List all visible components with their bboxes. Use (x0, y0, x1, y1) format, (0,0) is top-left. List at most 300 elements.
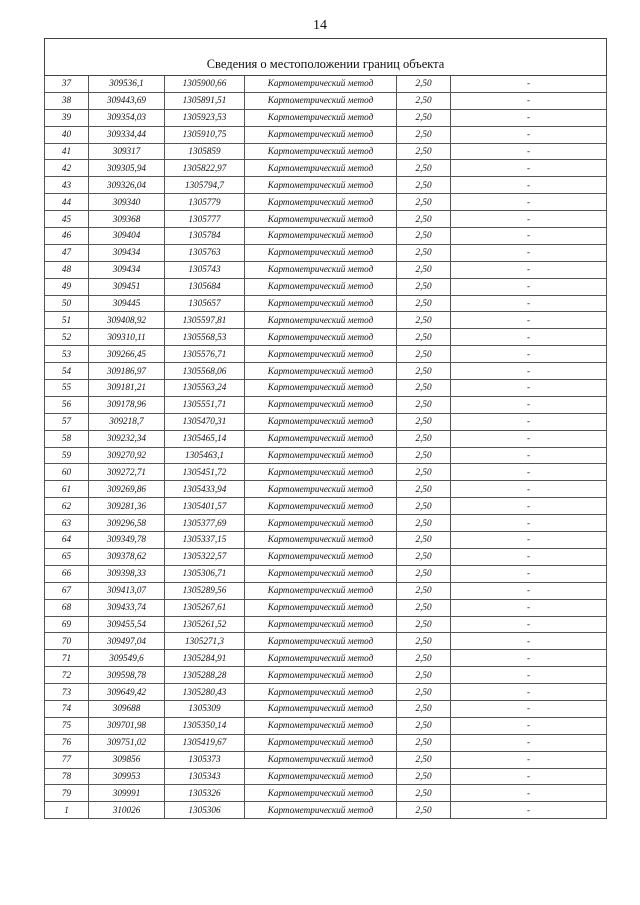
table-row (45, 700, 607, 717)
x-coordinate-cell: 309434 (89, 261, 165, 278)
table-row (45, 582, 607, 599)
accuracy-cell: 2,50 (397, 76, 451, 93)
accuracy-cell: 2,50 (397, 768, 451, 785)
x-coordinate-cell: 309186,97 (89, 363, 165, 380)
y-coordinate-cell: 1305465,14 (165, 430, 245, 447)
description-cell: - (451, 565, 607, 582)
y-coordinate-cell: 1305763 (165, 244, 245, 261)
description-cell: - (451, 329, 607, 346)
table-row (45, 481, 607, 498)
boundary-table (44, 38, 607, 819)
accuracy-cell: 2,50 (397, 244, 451, 261)
description-cell: - (451, 802, 607, 819)
accuracy-cell: 2,50 (397, 734, 451, 751)
accuracy-cell: 2,50 (397, 717, 451, 734)
method-cell: Картометрический метод (245, 430, 397, 447)
point-number-cell: 54 (45, 363, 89, 380)
point-number-cell: 75 (45, 717, 89, 734)
point-number-cell: 78 (45, 768, 89, 785)
point-number-cell: 40 (45, 126, 89, 143)
accuracy-cell: 2,50 (397, 515, 451, 532)
description-cell: - (451, 667, 607, 684)
x-coordinate-cell: 309443,69 (89, 92, 165, 109)
method-cell: Картометрический метод (245, 177, 397, 194)
method-cell: Картометрический метод (245, 194, 397, 211)
point-number-cell: 57 (45, 413, 89, 430)
y-coordinate-cell: 1305343 (165, 768, 245, 785)
description-cell: - (451, 464, 607, 481)
point-number-cell: 70 (45, 633, 89, 650)
table-row (45, 599, 607, 616)
table-row (45, 363, 607, 380)
point-number-cell: 45 (45, 211, 89, 228)
page-number: 14 (313, 18, 327, 33)
method-cell: Картометрический метод (245, 515, 397, 532)
description-cell: - (451, 126, 607, 143)
table-row (45, 464, 607, 481)
accuracy-cell: 2,50 (397, 430, 451, 447)
table-row (45, 785, 607, 802)
table-row (45, 515, 607, 532)
description-cell: - (451, 650, 607, 667)
x-coordinate-cell: 309451 (89, 278, 165, 295)
method-cell: Картометрический метод (245, 667, 397, 684)
point-number-cell: 60 (45, 464, 89, 481)
table-title-row (45, 39, 607, 76)
y-coordinate-cell: 1305470,31 (165, 413, 245, 430)
x-coordinate-cell: 309433,74 (89, 599, 165, 616)
accuracy-cell: 2,50 (397, 565, 451, 582)
description-cell: - (451, 380, 607, 397)
accuracy-cell: 2,50 (397, 160, 451, 177)
point-number-cell: 49 (45, 278, 89, 295)
description-cell: - (451, 177, 607, 194)
y-coordinate-cell: 1305779 (165, 194, 245, 211)
table-row (45, 194, 607, 211)
method-cell: Картометрический метод (245, 312, 397, 329)
y-coordinate-cell: 1305306,71 (165, 565, 245, 582)
method-cell: Картометрический метод (245, 396, 397, 413)
accuracy-cell: 2,50 (397, 464, 451, 481)
accuracy-cell: 2,50 (397, 126, 451, 143)
description-cell: - (451, 76, 607, 93)
description-cell: - (451, 717, 607, 734)
method-cell: Картометрический метод (245, 160, 397, 177)
table-row (45, 177, 607, 194)
method-cell: Картометрический метод (245, 143, 397, 160)
y-coordinate-cell: 1305900,66 (165, 76, 245, 93)
table-row (45, 76, 607, 93)
accuracy-cell: 2,50 (397, 532, 451, 549)
point-number-cell: 56 (45, 396, 89, 413)
x-coordinate-cell: 309398,33 (89, 565, 165, 582)
method-cell: Картометрический метод (245, 481, 397, 498)
point-number-cell: 38 (45, 92, 89, 109)
point-number-cell: 41 (45, 143, 89, 160)
table-row (45, 92, 607, 109)
method-cell: Картометрический метод (245, 768, 397, 785)
x-coordinate-cell: 309349,78 (89, 532, 165, 549)
point-number-cell: 51 (45, 312, 89, 329)
y-coordinate-cell: 1305597,81 (165, 312, 245, 329)
description-cell: - (451, 498, 607, 515)
accuracy-cell: 2,50 (397, 616, 451, 633)
point-number-cell: 77 (45, 751, 89, 768)
point-number-cell: 37 (45, 76, 89, 93)
x-coordinate-cell: 309536,1 (89, 76, 165, 93)
point-number-cell: 50 (45, 295, 89, 312)
accuracy-cell: 2,50 (397, 109, 451, 126)
x-coordinate-cell: 309317 (89, 143, 165, 160)
accuracy-cell: 2,50 (397, 481, 451, 498)
x-coordinate-cell: 309232,34 (89, 430, 165, 447)
point-number-cell: 73 (45, 684, 89, 701)
method-cell: Картометрический метод (245, 498, 397, 515)
accuracy-cell: 2,50 (397, 700, 451, 717)
table-row (45, 295, 607, 312)
table-row (45, 109, 607, 126)
description-cell: - (451, 194, 607, 211)
x-coordinate-cell: 309701,98 (89, 717, 165, 734)
point-number-cell: 42 (45, 160, 89, 177)
table-title: Сведения о местоположении границ объекта (45, 39, 607, 76)
x-coordinate-cell: 309688 (89, 700, 165, 717)
method-cell: Картометрический метод (245, 650, 397, 667)
description-cell: - (451, 312, 607, 329)
method-cell: Картометрический метод (245, 363, 397, 380)
point-number-cell: 39 (45, 109, 89, 126)
description-cell: - (451, 109, 607, 126)
point-number-cell: 1 (45, 802, 89, 819)
table-row (45, 734, 607, 751)
description-cell: - (451, 261, 607, 278)
accuracy-cell: 2,50 (397, 684, 451, 701)
table-row (45, 413, 607, 430)
description-cell: - (451, 481, 607, 498)
method-cell: Картометрический метод (245, 785, 397, 802)
table-row (45, 751, 607, 768)
x-coordinate-cell: 309354,03 (89, 109, 165, 126)
y-coordinate-cell: 1305419,67 (165, 734, 245, 751)
y-coordinate-cell: 1305551,71 (165, 396, 245, 413)
x-coordinate-cell: 309305,94 (89, 160, 165, 177)
x-coordinate-cell: 309270,92 (89, 447, 165, 464)
point-number-cell: 61 (45, 481, 89, 498)
y-coordinate-cell: 1305568,53 (165, 329, 245, 346)
x-coordinate-cell: 309649,42 (89, 684, 165, 701)
table-row (45, 261, 607, 278)
point-number-cell: 79 (45, 785, 89, 802)
point-number-cell: 68 (45, 599, 89, 616)
method-cell: Картометрический метод (245, 717, 397, 734)
table-row (45, 548, 607, 565)
table-row (45, 312, 607, 329)
table-body (45, 76, 607, 819)
method-cell: Картометрический метод (245, 295, 397, 312)
description-cell: - (451, 734, 607, 751)
x-coordinate-cell: 309368 (89, 211, 165, 228)
accuracy-cell: 2,50 (397, 802, 451, 819)
point-number-cell: 66 (45, 565, 89, 582)
boundary-table-container (44, 38, 606, 819)
point-number-cell: 48 (45, 261, 89, 278)
method-cell: Картометрический метод (245, 109, 397, 126)
table-row (45, 228, 607, 245)
y-coordinate-cell: 1305463,1 (165, 447, 245, 464)
method-cell: Картометрический метод (245, 211, 397, 228)
table-row (45, 717, 607, 734)
table-row (45, 160, 607, 177)
accuracy-cell: 2,50 (397, 599, 451, 616)
x-coordinate-cell: 309549,6 (89, 650, 165, 667)
method-cell: Картометрический метод (245, 329, 397, 346)
table-row (45, 650, 607, 667)
x-coordinate-cell: 309408,92 (89, 312, 165, 329)
table-row (45, 532, 607, 549)
accuracy-cell: 2,50 (397, 143, 451, 160)
description-cell: - (451, 363, 607, 380)
y-coordinate-cell: 1305350,14 (165, 717, 245, 734)
description-cell: - (451, 532, 607, 549)
x-coordinate-cell: 309445 (89, 295, 165, 312)
x-coordinate-cell: 309378,62 (89, 548, 165, 565)
table-row (45, 565, 607, 582)
x-coordinate-cell: 309434 (89, 244, 165, 261)
table-row (45, 278, 607, 295)
y-coordinate-cell: 1305568,06 (165, 363, 245, 380)
description-cell: - (451, 92, 607, 109)
method-cell: Картометрический метод (245, 413, 397, 430)
x-coordinate-cell: 309178,96 (89, 396, 165, 413)
y-coordinate-cell: 1305267,61 (165, 599, 245, 616)
table-row (45, 329, 607, 346)
point-number-cell: 71 (45, 650, 89, 667)
table-row (45, 667, 607, 684)
point-number-cell: 44 (45, 194, 89, 211)
description-cell: - (451, 515, 607, 532)
table-row (45, 684, 607, 701)
description-cell: - (451, 768, 607, 785)
accuracy-cell: 2,50 (397, 548, 451, 565)
method-cell: Картометрический метод (245, 599, 397, 616)
method-cell: Картометрический метод (245, 684, 397, 701)
x-coordinate-cell: 309181,21 (89, 380, 165, 397)
description-cell: - (451, 751, 607, 768)
y-coordinate-cell: 1305401,57 (165, 498, 245, 515)
x-coordinate-cell: 309856 (89, 751, 165, 768)
method-cell: Картометрический метод (245, 802, 397, 819)
accuracy-cell: 2,50 (397, 228, 451, 245)
y-coordinate-cell: 1305923,53 (165, 109, 245, 126)
x-coordinate-cell: 309497,04 (89, 633, 165, 650)
point-number-cell: 69 (45, 616, 89, 633)
y-coordinate-cell: 1305822,97 (165, 160, 245, 177)
description-cell: - (451, 599, 607, 616)
x-coordinate-cell: 309340 (89, 194, 165, 211)
y-coordinate-cell: 1305261,52 (165, 616, 245, 633)
accuracy-cell: 2,50 (397, 633, 451, 650)
accuracy-cell: 2,50 (397, 413, 451, 430)
y-coordinate-cell: 1305289,56 (165, 582, 245, 599)
method-cell: Картометрический метод (245, 633, 397, 650)
table-row (45, 380, 607, 397)
point-number-cell: 64 (45, 532, 89, 549)
y-coordinate-cell: 1305563,24 (165, 380, 245, 397)
description-cell: - (451, 413, 607, 430)
accuracy-cell: 2,50 (397, 177, 451, 194)
point-number-cell: 67 (45, 582, 89, 599)
x-coordinate-cell: 309296,58 (89, 515, 165, 532)
point-number-cell: 53 (45, 346, 89, 363)
table-row (45, 430, 607, 447)
point-number-cell: 59 (45, 447, 89, 464)
description-cell: - (451, 430, 607, 447)
description-cell: - (451, 143, 607, 160)
y-coordinate-cell: 1305306 (165, 802, 245, 819)
description-cell: - (451, 228, 607, 245)
method-cell: Картометрический метод (245, 278, 397, 295)
method-cell: Картометрический метод (245, 464, 397, 481)
method-cell: Картометрический метод (245, 532, 397, 549)
x-coordinate-cell: 309751,02 (89, 734, 165, 751)
y-coordinate-cell: 1305657 (165, 295, 245, 312)
accuracy-cell: 2,50 (397, 396, 451, 413)
accuracy-cell: 2,50 (397, 447, 451, 464)
table-row (45, 244, 607, 261)
y-coordinate-cell: 1305377,69 (165, 515, 245, 532)
x-coordinate-cell: 309269,86 (89, 481, 165, 498)
method-cell: Картометрический метод (245, 548, 397, 565)
y-coordinate-cell: 1305373 (165, 751, 245, 768)
method-cell: Картометрический метод (245, 346, 397, 363)
description-cell: - (451, 160, 607, 177)
x-coordinate-cell: 309266,45 (89, 346, 165, 363)
description-cell: - (451, 211, 607, 228)
description-cell: - (451, 295, 607, 312)
method-cell: Картометрический метод (245, 76, 397, 93)
x-coordinate-cell: 309310,11 (89, 329, 165, 346)
y-coordinate-cell: 1305288,28 (165, 667, 245, 684)
accuracy-cell: 2,50 (397, 312, 451, 329)
description-cell: - (451, 278, 607, 295)
method-cell: Картометрический метод (245, 261, 397, 278)
description-cell: - (451, 582, 607, 599)
method-cell: Картометрический метод (245, 380, 397, 397)
y-coordinate-cell: 1305309 (165, 700, 245, 717)
method-cell: Картометрический метод (245, 751, 397, 768)
description-cell: - (451, 447, 607, 464)
method-cell: Картометрический метод (245, 565, 397, 582)
x-coordinate-cell: 310026 (89, 802, 165, 819)
y-coordinate-cell: 1305271,3 (165, 633, 245, 650)
table-row (45, 447, 607, 464)
accuracy-cell: 2,50 (397, 667, 451, 684)
description-cell: - (451, 616, 607, 633)
y-coordinate-cell: 1305910,75 (165, 126, 245, 143)
y-coordinate-cell: 1305684 (165, 278, 245, 295)
table-row (45, 768, 607, 785)
point-number-cell: 63 (45, 515, 89, 532)
method-cell: Картометрический метод (245, 734, 397, 751)
point-number-cell: 47 (45, 244, 89, 261)
y-coordinate-cell: 1305891,51 (165, 92, 245, 109)
x-coordinate-cell: 309598,78 (89, 667, 165, 684)
method-cell: Картометрический метод (245, 244, 397, 261)
x-coordinate-cell: 309953 (89, 768, 165, 785)
accuracy-cell: 2,50 (397, 92, 451, 109)
table-row (45, 633, 607, 650)
x-coordinate-cell: 309455,54 (89, 616, 165, 633)
point-number-cell: 76 (45, 734, 89, 751)
y-coordinate-cell: 1305433,94 (165, 481, 245, 498)
x-coordinate-cell: 309334,44 (89, 126, 165, 143)
x-coordinate-cell: 309281,36 (89, 498, 165, 515)
accuracy-cell: 2,50 (397, 650, 451, 667)
table-row (45, 498, 607, 515)
accuracy-cell: 2,50 (397, 194, 451, 211)
point-number-cell: 58 (45, 430, 89, 447)
point-number-cell: 72 (45, 667, 89, 684)
accuracy-cell: 2,50 (397, 751, 451, 768)
point-number-cell: 62 (45, 498, 89, 515)
accuracy-cell: 2,50 (397, 211, 451, 228)
y-coordinate-cell: 1305777 (165, 211, 245, 228)
accuracy-cell: 2,50 (397, 329, 451, 346)
x-coordinate-cell: 309326,04 (89, 177, 165, 194)
method-cell: Картометрический метод (245, 228, 397, 245)
point-number-cell: 43 (45, 177, 89, 194)
y-coordinate-cell: 1305337,15 (165, 532, 245, 549)
point-number-cell: 52 (45, 329, 89, 346)
point-number-cell: 65 (45, 548, 89, 565)
description-cell: - (451, 244, 607, 261)
accuracy-cell: 2,50 (397, 295, 451, 312)
y-coordinate-cell: 1305284,91 (165, 650, 245, 667)
description-cell: - (451, 684, 607, 701)
description-cell: - (451, 633, 607, 650)
accuracy-cell: 2,50 (397, 363, 451, 380)
x-coordinate-cell: 309218,7 (89, 413, 165, 430)
table-row (45, 616, 607, 633)
y-coordinate-cell: 1305326 (165, 785, 245, 802)
y-coordinate-cell: 1305451,72 (165, 464, 245, 481)
accuracy-cell: 2,50 (397, 278, 451, 295)
table-row (45, 126, 607, 143)
accuracy-cell: 2,50 (397, 346, 451, 363)
x-coordinate-cell: 309991 (89, 785, 165, 802)
y-coordinate-cell: 1305743 (165, 261, 245, 278)
point-number-cell: 55 (45, 380, 89, 397)
y-coordinate-cell: 1305859 (165, 143, 245, 160)
method-cell: Картометрический метод (245, 616, 397, 633)
accuracy-cell: 2,50 (397, 498, 451, 515)
x-coordinate-cell: 309404 (89, 228, 165, 245)
accuracy-cell: 2,50 (397, 785, 451, 802)
method-cell: Картометрический метод (245, 700, 397, 717)
accuracy-cell: 2,50 (397, 582, 451, 599)
description-cell: - (451, 346, 607, 363)
y-coordinate-cell: 1305784 (165, 228, 245, 245)
y-coordinate-cell: 1305576,71 (165, 346, 245, 363)
accuracy-cell: 2,50 (397, 261, 451, 278)
description-cell: - (451, 396, 607, 413)
point-number-cell: 74 (45, 700, 89, 717)
table-row (45, 396, 607, 413)
point-number-cell: 46 (45, 228, 89, 245)
method-cell: Картометрический метод (245, 126, 397, 143)
description-cell: - (451, 700, 607, 717)
table-row (45, 346, 607, 363)
